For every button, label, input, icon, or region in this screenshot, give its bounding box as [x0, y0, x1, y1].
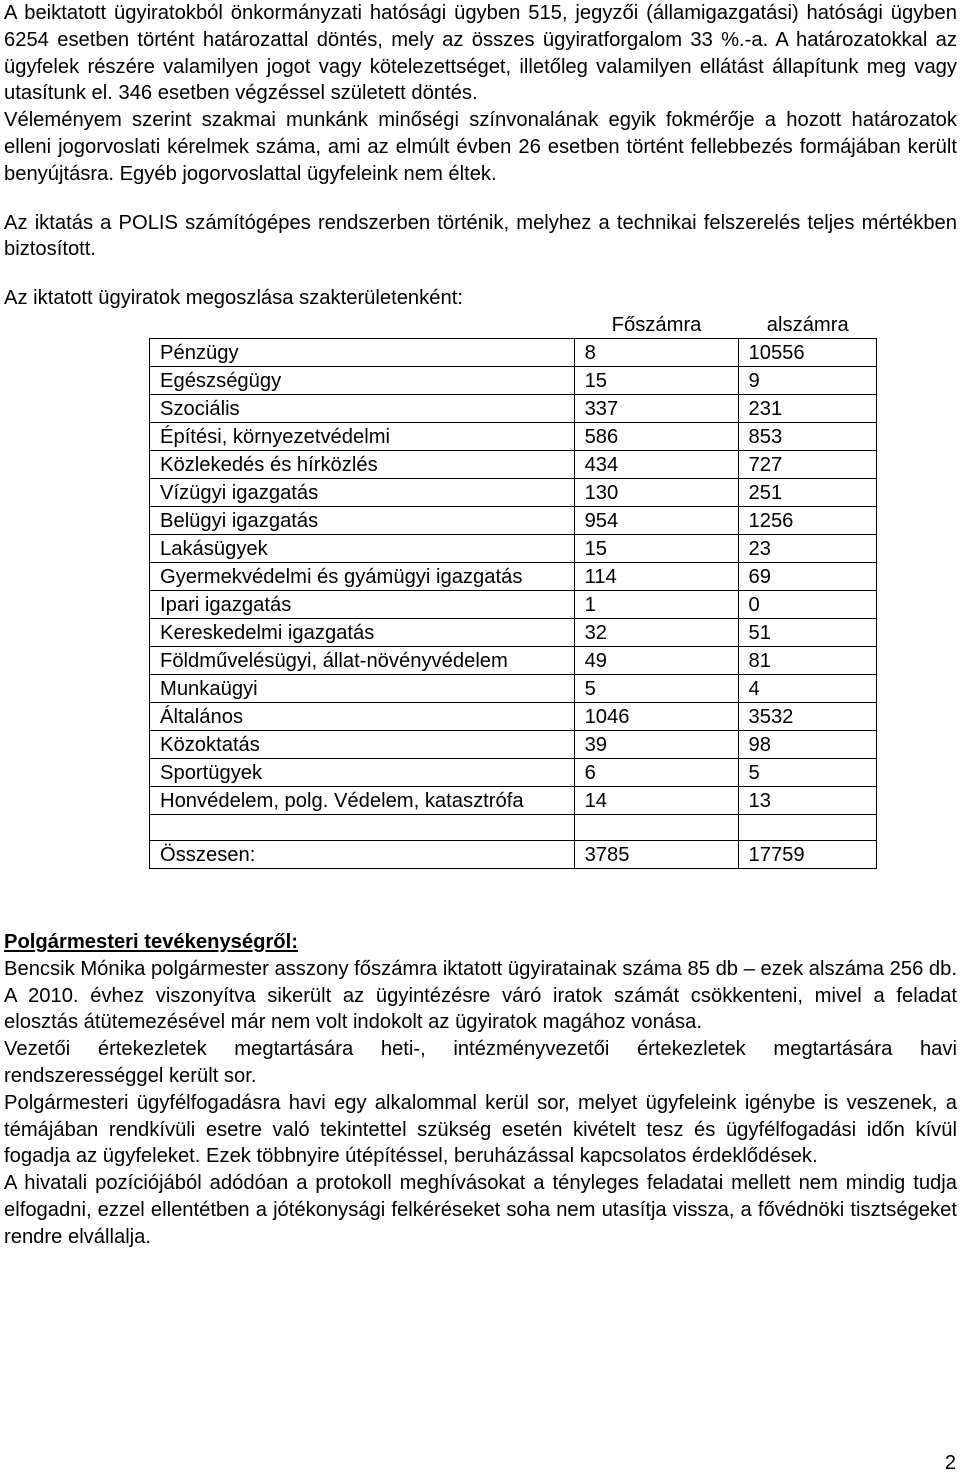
- row-main-number: 337: [574, 394, 738, 422]
- row-sub-number: 98: [738, 730, 877, 758]
- row-sub-number: 13: [738, 786, 877, 814]
- table-row: [150, 646, 877, 674]
- row-name: Munkaügyi: [150, 674, 575, 702]
- row-sub-number: 231: [738, 394, 877, 422]
- table-row: [150, 534, 877, 562]
- spacer: [4, 188, 957, 210]
- row-main-number: 130: [574, 478, 738, 506]
- row-sub-number: 4: [738, 674, 877, 702]
- spacer: [4, 869, 957, 929]
- table-row: [150, 422, 877, 450]
- section-paragraph-2: Vezetői értekezletek megtartására heti-, intézményvezetői értekezletek megtartására havi rendszerességgel került sor.: [4, 1038, 957, 1087]
- table-row: [150, 506, 877, 534]
- row-sub-number: 9: [738, 366, 877, 394]
- distribution-table: [149, 312, 877, 869]
- table-row: [150, 562, 877, 590]
- row-main-number: 32: [574, 618, 738, 646]
- row-main-number: 49: [574, 646, 738, 674]
- row-main-number: 434: [574, 450, 738, 478]
- row-main-number: 15: [574, 366, 738, 394]
- spacer: [4, 263, 957, 285]
- table-row: [150, 394, 877, 422]
- table-row: [150, 674, 877, 702]
- row-sub-number: 23: [738, 534, 877, 562]
- table-row: [150, 450, 877, 478]
- table-empty-row: [150, 814, 877, 840]
- row-name: Sportügyek: [150, 758, 575, 786]
- header-sub-number: alszámra: [766, 313, 849, 336]
- row-main-number: 6: [574, 758, 738, 786]
- intro-paragraph-3: Az iktatás a POLIS számítógépes rendszerben történik, melyhez a technikai felszerelés teljes mértékben biztosított.: [4, 211, 957, 261]
- row-sub-number: 0: [738, 590, 877, 618]
- row-main-number: 15: [574, 534, 738, 562]
- row-name: Ipari igazgatás: [150, 590, 575, 618]
- row-name: Gyermekvédelmi és gyámügyi igazgatás: [150, 562, 575, 590]
- table-row: [150, 338, 877, 366]
- row-sub-number: 10556: [738, 338, 877, 366]
- header-main-number: Főszámra: [611, 313, 702, 336]
- row-sub-number: 1256: [738, 506, 877, 534]
- row-name: Közoktatás: [150, 730, 575, 758]
- table-row: [150, 730, 877, 758]
- document-page: [4, 0, 957, 1251]
- row-name: Belügyi igazgatás: [150, 506, 575, 534]
- row-name: Honvédelem, polg. Védelem, katasztrófa: [150, 786, 575, 814]
- table-row: [150, 702, 877, 730]
- table-row: [150, 618, 877, 646]
- total-main: 3785: [574, 840, 738, 868]
- row-main-number: 5: [574, 674, 738, 702]
- row-sub-number: 51: [738, 618, 877, 646]
- section-paragraph-3: Polgármesteri ügyfélfogadásra havi egy alkalommal kerül sor, melyet ügyfeleink igénybe is veszenek, a témájában rendkívüli esetre való tekintettel szükség esetén kivételt tesz és ügyfélfogadási időn kívül fogadja az ügyfeleket. Ezek többnyire útépítéssel, beruházással kapcsolatos érdeklődések.: [4, 1091, 957, 1168]
- table-row: [150, 786, 877, 814]
- intro-paragraph-1: A beiktatott ügyiratokból önkormányzati hatósági ügyben 515, jegyzői (államigazgatási) hatósági ügyben 6254 esetben történt határozattal döntés, mely az összes ügyiratforgalom 33 %.-a. A határozatokkal az ügyfelek részére valamilyen jogot vagy kötelezettséget, illetőleg valamilyen ellátást állapítunk meg vagy utasítunk el. 346 esetben végzéssel született döntés.: [4, 2, 957, 105]
- row-main-number: 114: [574, 562, 738, 590]
- row-sub-number: 853: [738, 422, 877, 450]
- row-main-number: 8: [574, 338, 738, 366]
- row-name: Lakásügyek: [150, 534, 575, 562]
- section-paragraph-4: A hivatali pozíciójából adódóan a protokoll meghívásokat a tényleges feladatai mellett nem mindig tudja elfogadni, ezzel ellentétben a jótékonysági felkéréseket soha nem utasítja vissza, a fővédnöki tisztségeket rendre elvállalja.: [4, 1172, 957, 1248]
- section-heading: Polgármesteri tevékenységről:: [4, 930, 298, 953]
- row-main-number: 954: [574, 506, 738, 534]
- table-row: [150, 590, 877, 618]
- row-sub-number: 251: [738, 478, 877, 506]
- section-paragraph-1: Bencsik Mónika polgármester asszony főszámra iktatott ügyiratainak száma 85 db – ezek alszáma 256 db. A 2010. évhez viszonyítva sikerült az ügyintézésre váró iratok számát csökkenteni, mivel a feladat elosztás átütemezésével már nem volt indokolt az ügyiratok magához vonása.: [4, 957, 957, 1034]
- row-name: Vízügyi igazgatás: [150, 478, 575, 506]
- table-caption: Az iktatott ügyiratok megoszlása szakterületenként:: [4, 287, 463, 310]
- row-name: Kereskedelmi igazgatás: [150, 618, 575, 646]
- row-main-number: 1: [574, 590, 738, 618]
- row-sub-number: 5: [738, 758, 877, 786]
- row-name: Egészségügy: [150, 366, 575, 394]
- row-name: Szociális: [150, 394, 575, 422]
- table-body: [150, 338, 877, 814]
- page-number: 2: [944, 1452, 956, 1474]
- row-sub-number: 3532: [738, 702, 877, 730]
- row-main-number: 586: [574, 422, 738, 450]
- row-name: Pénzügy: [150, 338, 575, 366]
- row-name: Általános: [150, 702, 575, 730]
- table-row: [150, 478, 877, 506]
- row-sub-number: 81: [738, 646, 877, 674]
- total-label: Összesen:: [150, 840, 575, 868]
- table-row: [150, 366, 877, 394]
- table-total-row: [150, 840, 877, 868]
- row-main-number: 39: [574, 730, 738, 758]
- row-name: Földművelésügyi, állat-növényvédelem: [150, 646, 575, 674]
- row-sub-number: 69: [738, 562, 877, 590]
- total-sub: 17759: [738, 840, 877, 868]
- table-header-row: [150, 312, 877, 339]
- table-row: [150, 758, 877, 786]
- row-name: Közlekedés és hírközlés: [150, 450, 575, 478]
- row-main-number: 14: [574, 786, 738, 814]
- row-sub-number: 727: [738, 450, 877, 478]
- intro-paragraph-2: Véleményem szerint szakmai munkánk minőségi színvonalának egyik fokmérője a hozott határozatok elleni jogorvoslati kérelmek száma, ami az elmúlt évben 26 esetben történt fellebbezés formájában került benyújtásra. Egyéb jogorvoslattal ügyfeleink nem éltek.: [4, 109, 957, 185]
- row-name: Építési, környezetvédelmi: [150, 422, 575, 450]
- row-main-number: 1046: [574, 702, 738, 730]
